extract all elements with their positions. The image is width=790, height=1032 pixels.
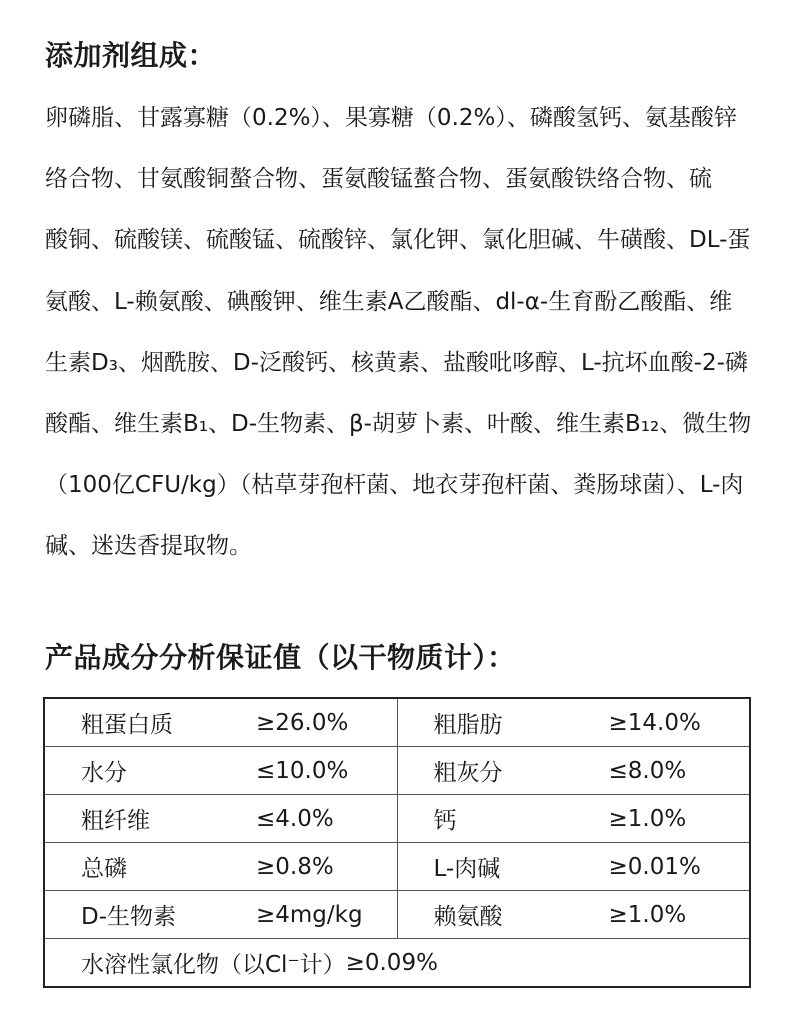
nutrient-name: 粗脂肪 [433,712,503,738]
table-cell [44,747,397,795]
additives-list [45,88,757,578]
analysis-table [43,697,751,988]
additives-line: 酸酯、维生素B₁、D-生物素、β-胡萝卜素、叶酸、维生素B₁₂、微生物 [45,411,752,438]
table-cell [397,843,750,891]
nutrient-name: 粗蛋白质 [81,712,173,738]
table-row [44,747,750,795]
nutrient-name: 钙 [433,808,457,834]
nutrient-value: ≥0.01% [608,853,701,880]
nutrient-value: ≥0.09% [345,949,438,976]
additives-line: 卵磷脂、甘露寡糖（0.2%）、果寡糖（0.2%）、磷酸氢钙、氨基酸锌 [45,105,737,131]
nutrient-name: 粗灰分 [433,760,503,786]
table-cell [44,795,397,843]
nutrient-name: 总磷 [81,856,127,882]
additives-line: 碱、迷迭香提取物。 [45,533,252,560]
nutrient-name: L-肉碱 [433,856,501,882]
nutrient-name: 水溶性氯化物（以Cl⁻计） [81,952,346,978]
additives-heading: 添加剂组成： [45,39,217,72]
additives-line: （100亿CFU/kg）（枯草芽孢杆菌、地衣芽孢杆菌、粪肠球菌）、L-肉 [45,472,744,499]
nutrient-value: ≤10.0% [256,757,349,784]
table-cell [397,747,750,795]
additives-line: 氨酸、L-赖氨酸、碘酸钾、维生素A乙酸酯、dl-α-生育酚乙酸酯、维 [45,288,733,315]
analysis-heading: 产品成分分析保证值（以干物质计）： [45,641,516,674]
nutrient-name: 粗纤维 [81,808,150,834]
table-row [44,795,750,843]
table-cell [397,891,750,939]
table-cell [44,939,750,988]
nutrient-value: ≥14.0% [608,709,701,736]
nutrient-name: D-生物素 [81,904,177,930]
table-cell [44,891,397,939]
table-cell [397,698,750,747]
table-cell [44,843,397,891]
nutrient-value: ≥1.0% [608,805,687,832]
nutrient-name: 赖氨酸 [433,904,503,930]
nutrient-value: ≥0.8% [256,853,334,880]
table-row [44,939,750,988]
additives-line: 酸铜、硫酸镁、硫酸锰、硫酸锌、氯化钾、氯化胆碱、牛磺酸、DL-蛋 [45,227,751,254]
nutrient-value: ≤8.0% [608,757,687,784]
nutrient-value: ≤4.0% [256,805,334,832]
table-row [44,698,750,747]
nutrient-name: 水分 [81,760,127,786]
additives-line: 生素D₃、烟酰胺、D-泛酸钙、核黄素、盐酸吡哆醇、L-抗坏血酸-2-磷 [45,349,748,376]
nutrient-value: ≥4mg/kg [256,901,363,928]
table-cell [397,795,750,843]
additives-line: 络合物、甘氨酸铜螯合物、蛋氨酸锰螯合物、蛋氨酸铁络合物、硫 [45,166,712,193]
table-row [44,891,750,939]
table-cell [44,698,397,747]
nutrient-value: ≥1.0% [608,901,687,928]
table-row [44,843,750,891]
nutrient-value: ≥26.0% [256,709,349,736]
